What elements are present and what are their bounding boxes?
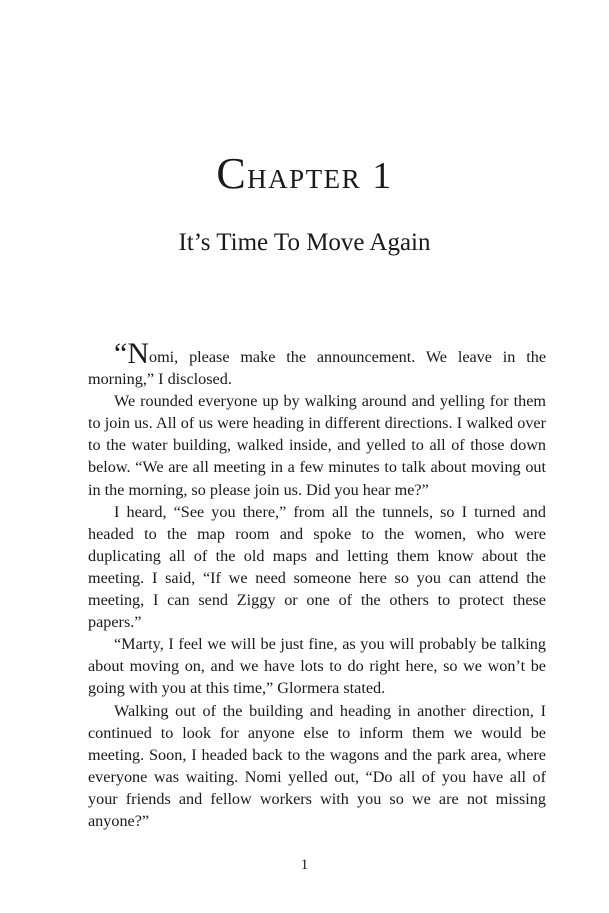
paragraph-2: We rounded everyone up by walking around and yelling for them to join us. All of us were heading in different directions. I walked over to the water building, walked inside, and yelled to all of those down below. “We are all meeting in a few minutes to talk about moving out in the morning, so please join us. Did you hear me?” — [88, 392, 546, 499]
chapter-label-rest: hapter — [247, 155, 362, 197]
paragraph-5: Walking out of the building and heading in another direction, I continued to look for anyone else to inform them we would be meeting. Soon, I headed back to the wagons and the park area, where everyone was waiting. Nomi yelled out, “Do all of you have all of your friends and fellow workers with you so we are not missing anyone?” — [88, 701, 546, 830]
drop-cap: N — [127, 337, 149, 370]
body-text — [88, 337, 546, 832]
paragraph-1 — [88, 337, 546, 390]
paragraph-1-text: omi, please make the announcement. We leave in the morning,” I disclosed. — [88, 348, 546, 389]
open-quote: “ — [114, 337, 128, 370]
chapter-heading — [0, 149, 609, 198]
page-number: 1 — [300, 857, 309, 873]
chapter-label-initial: C — [216, 149, 248, 198]
paragraph-3: I heard, “See you there,” from all the tunnels, so I turned and headed to the map room and spoke to the women, who were duplicating all of the old maps and letting them know about the meeting. I said, “If we need someone here so you can attend the meeting, I can send Ziggy or one of the others to protect these papers.” — [88, 502, 546, 632]
chapter-title: It’s Time To Move Again — [178, 229, 431, 256]
paragraph-4: “Marty, I feel we will be just fine, as you will probably be talking about moving on, and we have lots to do right here, so we won’t be going with you at this time,” Glormera stated. — [88, 635, 546, 698]
chapter-number: 1 — [372, 155, 393, 197]
